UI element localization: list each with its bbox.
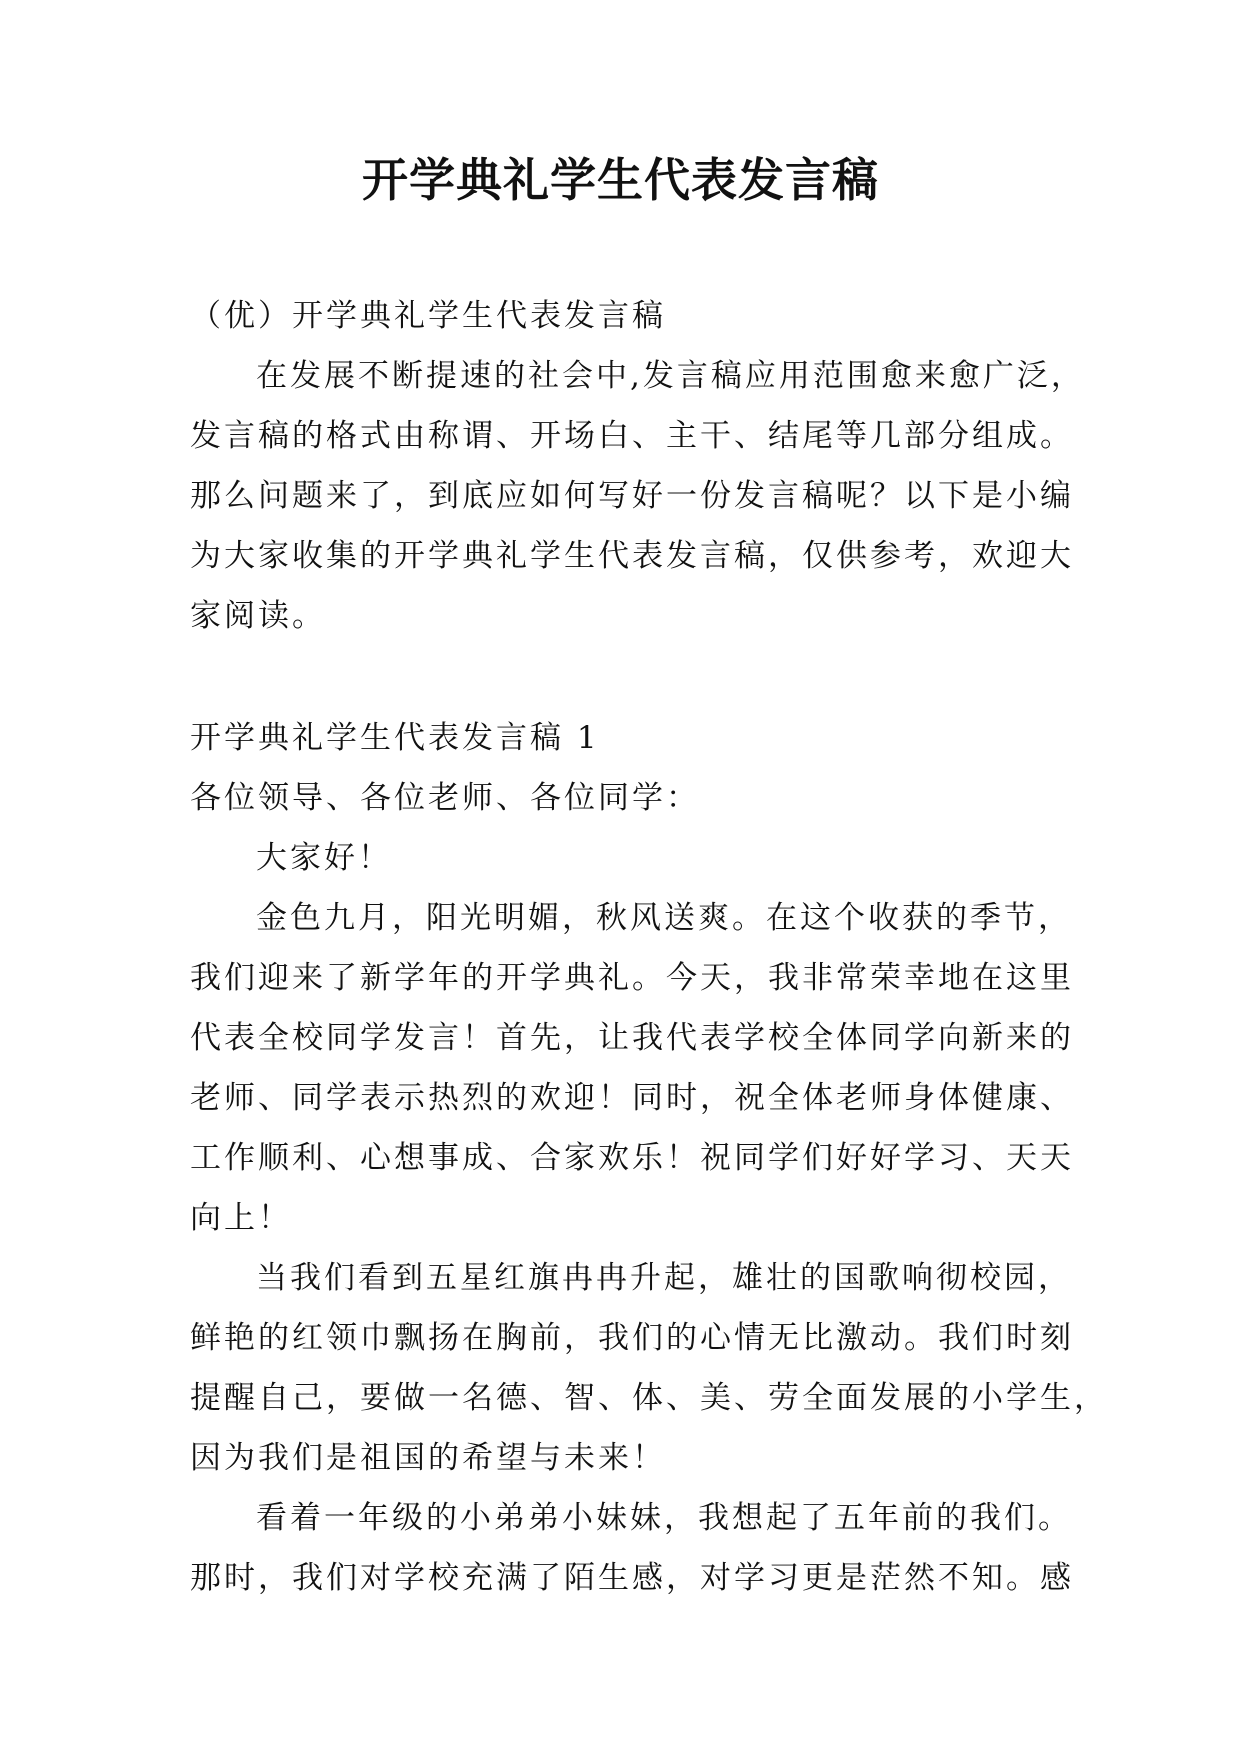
text-line: 鲜艳的红领巾飘扬在胸前，我们的心情无比激动。我们时刻 <box>190 1320 1074 1356</box>
document-title: 开学典礼学生代表发言稿 <box>362 153 879 207</box>
text-line: 在发展不断提速的社会中,发言稿应用范围愈来愈广泛， <box>256 358 1085 394</box>
text-line: 向上！ <box>190 1200 292 1236</box>
body-paragraph-2 <box>190 1248 1108 1488</box>
text-line: 代表全校同学发言！首先，让我代表学校全体同学向新来的 <box>190 1020 1074 1056</box>
text-line: 发言稿的格式由称谓、开场白、主干、结尾等几部分组成。 <box>190 418 1074 454</box>
section-heading: 开学典礼学生代表发言稿 1 <box>190 720 600 756</box>
body-paragraph-3 <box>190 1488 1074 1608</box>
document-subtitle: （优）开学典礼学生代表发言稿 <box>190 298 666 334</box>
paragraph-gap <box>190 646 1060 708</box>
body-paragraph-1 <box>190 888 1074 1248</box>
salutation: 各位领导、各位老师、各位同学： <box>190 780 700 816</box>
text-line: 那么问题来了，到底应如何写好一份发言稿呢？以下是小编 <box>190 478 1074 514</box>
text-line: 当我们看到五星红旗冉冉升起，雄壮的国歌响彻校园， <box>256 1260 1072 1296</box>
text-line: 我们迎来了新学年的开学典礼。今天，我非常荣幸地在这里 <box>190 960 1074 996</box>
text-line: 家阅读。 <box>190 598 326 634</box>
text-line: 提醒自己，要做一名德、智、体、美、劳全面发展的小学生， <box>190 1380 1108 1416</box>
text-line: 因为我们是祖国的希望与未来！ <box>190 1440 666 1476</box>
greeting: 大家好！ <box>256 840 392 876</box>
document-body <box>190 286 1108 1608</box>
text-line: 金色九月，阳光明媚，秋风送爽。在这个收获的季节， <box>256 900 1072 936</box>
text-line: 看着一年级的小弟弟小妹妹，我想起了五年前的我们。 <box>256 1500 1072 1536</box>
text-line: 为大家收集的开学典礼学生代表发言稿，仅供参考，欢迎大 <box>190 538 1074 574</box>
text-line: 那时，我们对学校充满了陌生感，对学习更是茫然不知。感 <box>190 1560 1074 1596</box>
intro-paragraph <box>190 346 1085 646</box>
text-line: 工作顺利、心想事成、合家欢乐！祝同学们好好学习、天天 <box>190 1140 1074 1176</box>
text-line: 老师、同学表示热烈的欢迎！同时，祝全体老师身体健康、 <box>190 1080 1074 1116</box>
